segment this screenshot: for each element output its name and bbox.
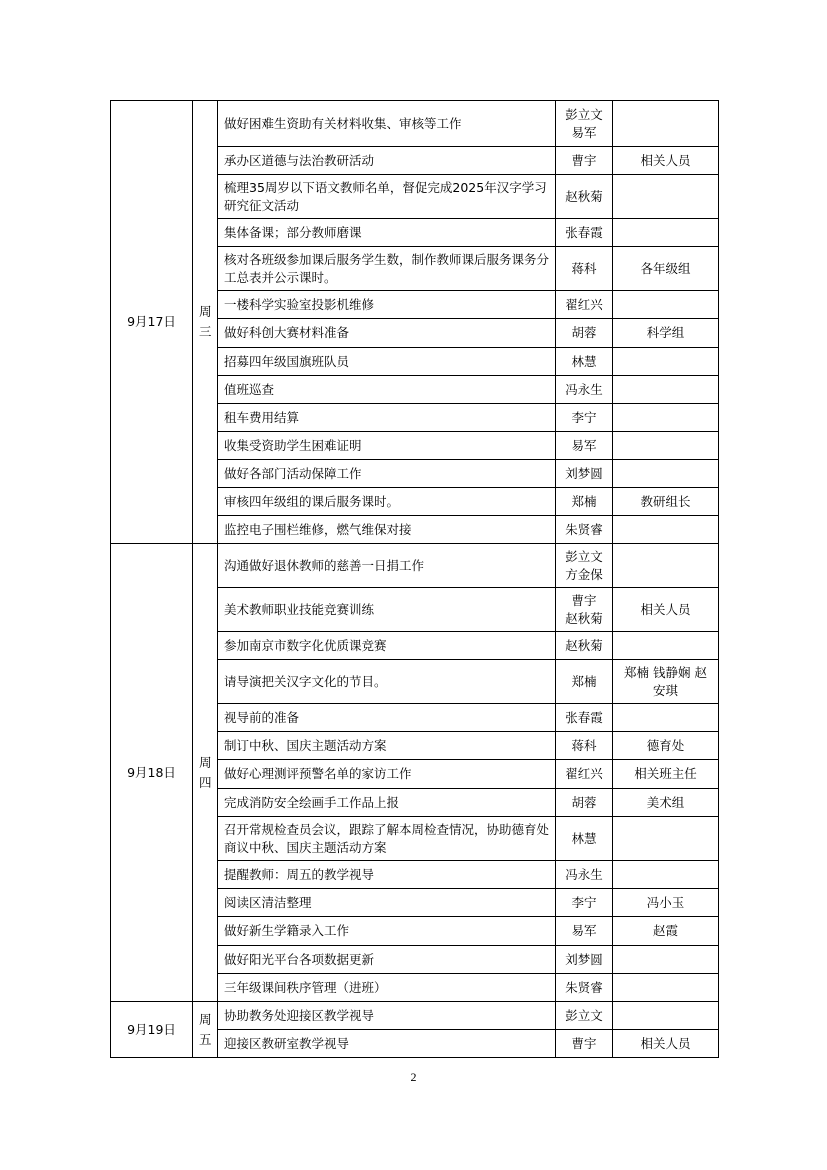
responsible-person-cell bbox=[556, 889, 613, 917]
participants-cell bbox=[613, 219, 719, 247]
responsible-person-cell bbox=[556, 219, 613, 247]
person-name: 翟红兴 bbox=[565, 296, 603, 312]
task-cell: 梳理35周岁以下语文教师名单，督促完成2025年汉字学习研究征文活动 bbox=[218, 175, 556, 219]
participants-cell bbox=[613, 147, 719, 175]
weekday-char: 四 bbox=[199, 774, 212, 790]
responsible-person-cell bbox=[556, 588, 613, 632]
participants-cell bbox=[613, 789, 719, 817]
responsible-person-cell bbox=[556, 704, 613, 732]
person-name: 郑楠 bbox=[571, 673, 597, 689]
participant-text: 安琪 bbox=[652, 682, 678, 698]
participant-text: 相关班主任 bbox=[634, 766, 697, 781]
responsible-person-cell bbox=[556, 732, 613, 760]
responsible-person-cell bbox=[556, 404, 613, 432]
person-name: 赵秋菊 bbox=[565, 637, 603, 653]
participants-cell bbox=[613, 291, 719, 319]
responsible-person-cell bbox=[556, 247, 613, 291]
responsible-person-cell bbox=[556, 946, 613, 974]
participant-text: 德育处 bbox=[646, 737, 685, 753]
person-name: 蒋科 bbox=[571, 260, 597, 276]
participants-cell bbox=[613, 889, 719, 917]
person-name: 曹宇 bbox=[571, 592, 597, 608]
weekday-char: 周 bbox=[199, 754, 212, 770]
task-cell: 视导前的准备 bbox=[218, 704, 556, 732]
responsible-person-cell bbox=[556, 544, 613, 588]
responsible-person-cell bbox=[556, 660, 613, 704]
person-name: 曹宇 bbox=[571, 1035, 597, 1051]
weekday-cell bbox=[193, 101, 218, 544]
task-cell: 协助教务处迎接区教学视导 bbox=[218, 1002, 556, 1030]
participants-cell bbox=[613, 861, 719, 889]
task-cell: 制订中秋、国庆主题活动方案 bbox=[218, 732, 556, 760]
person-name: 易军 bbox=[571, 437, 597, 453]
participant-text: 科学组 bbox=[646, 325, 685, 340]
person-name: 张春霞 bbox=[565, 224, 603, 240]
person-name: 赵秋菊 bbox=[565, 610, 603, 626]
participants-cell bbox=[613, 544, 719, 588]
responsible-person-cell bbox=[556, 817, 613, 861]
responsible-person-cell bbox=[556, 974, 613, 1002]
responsible-person-cell bbox=[556, 291, 613, 319]
participants-cell bbox=[613, 588, 719, 632]
person-name: 李宁 bbox=[571, 409, 597, 425]
task-cell: 承办区道德与法治教研活动 bbox=[218, 147, 556, 175]
table-row bbox=[111, 1002, 719, 1030]
participants-cell bbox=[613, 1002, 719, 1030]
participants-cell bbox=[613, 488, 719, 516]
person-name: 刘梦圆 bbox=[565, 465, 603, 481]
person-name: 李宁 bbox=[571, 894, 597, 910]
person-name: 蒋科 bbox=[571, 737, 597, 753]
participants-cell bbox=[613, 660, 719, 704]
task-cell: 核对各班级参加课后服务学生数，制作教师课后服务课务分工总表并公示课时。 bbox=[218, 247, 556, 291]
person-name: 易军 bbox=[571, 923, 597, 938]
responsible-person-cell bbox=[556, 175, 613, 219]
responsible-person-cell bbox=[556, 101, 613, 147]
weekday-char: 周 bbox=[199, 1011, 212, 1027]
person-name: 翟红兴 bbox=[565, 766, 603, 781]
table-row bbox=[111, 544, 719, 588]
task-cell: 阅读区清洁整理 bbox=[218, 889, 556, 917]
person-name: 郑楠 bbox=[571, 493, 597, 509]
task-cell: 做好阳光平台各项数据更新 bbox=[218, 946, 556, 974]
participants-cell bbox=[613, 432, 719, 460]
weekday-char: 三 bbox=[199, 324, 212, 339]
task-cell: 召开常规检查员会议，跟踪了解本周检查情况，协助德育处商议中秋、国庆主题活动方案 bbox=[218, 817, 556, 861]
person-name: 彭立文 bbox=[565, 106, 603, 122]
participants-cell bbox=[613, 376, 719, 404]
participants-cell bbox=[613, 974, 719, 1002]
participant-text: 各年级组 bbox=[640, 260, 691, 276]
person-name: 冯永生 bbox=[565, 866, 603, 882]
participants-cell bbox=[613, 175, 719, 219]
participant-text: 美术组 bbox=[646, 794, 685, 810]
participants-cell bbox=[613, 732, 719, 760]
participants-cell bbox=[613, 632, 719, 660]
person-name: 彭立文 bbox=[565, 1007, 603, 1023]
schedule-body bbox=[111, 101, 719, 1058]
participant-text: 教研组长 bbox=[640, 493, 691, 509]
person-name: 张春霞 bbox=[565, 709, 603, 725]
task-cell: 集体备课；部分教师磨课 bbox=[218, 219, 556, 247]
page-number: 2 bbox=[410, 1070, 417, 1084]
task-cell: 提醒教师：周五的教学视导 bbox=[218, 861, 556, 889]
participant-text: 相关人员 bbox=[640, 152, 691, 168]
participant-text: 赵霞 bbox=[652, 923, 678, 938]
task-cell: 租车费用结算 bbox=[218, 404, 556, 432]
responsible-person-cell bbox=[556, 632, 613, 660]
participants-cell bbox=[613, 704, 719, 732]
participants-cell bbox=[613, 760, 719, 789]
responsible-person-cell bbox=[556, 460, 613, 488]
task-cell: 参加南京市数字化优质课竞赛 bbox=[218, 632, 556, 660]
participants-cell bbox=[613, 101, 719, 147]
responsible-person-cell bbox=[556, 348, 613, 376]
responsible-person-cell bbox=[556, 861, 613, 889]
task-cell: 做好困难生资助有关材料收集、审核等工作 bbox=[218, 101, 556, 147]
task-cell: 收集受资助学生困难证明 bbox=[218, 432, 556, 460]
person-name: 胡蓉 bbox=[571, 794, 597, 810]
person-name: 朱贤睿 bbox=[565, 979, 603, 995]
weekday-cell bbox=[193, 544, 218, 1002]
person-name: 冯永生 bbox=[565, 381, 603, 397]
task-cell: 招募四年级国旗班队员 bbox=[218, 348, 556, 376]
participant-text: 相关人员 bbox=[640, 1035, 691, 1051]
responsible-person-cell bbox=[556, 1030, 613, 1058]
weekday-cell bbox=[193, 1002, 218, 1058]
task-cell: 沟通做好退休教师的慈善一日捐工作 bbox=[218, 544, 556, 588]
participant-text: 相关人员 bbox=[640, 601, 691, 617]
participants-cell bbox=[613, 247, 719, 291]
schedule-table bbox=[110, 100, 719, 1058]
participants-cell bbox=[613, 1030, 719, 1058]
person-name: 朱贤睿 bbox=[565, 521, 603, 537]
person-name: 胡蓉 bbox=[571, 325, 597, 340]
task-cell: 一楼科学实验室投影机维修 bbox=[218, 291, 556, 319]
task-cell: 三年级课间秩序管理（进班） bbox=[218, 974, 556, 1002]
participants-cell bbox=[613, 516, 719, 544]
person-name: 曹宇 bbox=[571, 152, 597, 168]
date-cell: 9月19日 bbox=[111, 1002, 193, 1058]
date-cell: 9月17日 bbox=[111, 101, 193, 544]
person-name: 彭立文 bbox=[565, 548, 603, 564]
person-name: 林慧 bbox=[571, 353, 597, 369]
weekday-char: 五 bbox=[199, 1031, 212, 1047]
person-name: 方金保 bbox=[565, 566, 603, 582]
task-cell: 审核四年级组的课后服务课时。 bbox=[218, 488, 556, 516]
task-cell: 值班巡查 bbox=[218, 376, 556, 404]
participant-text: 冯小玉 bbox=[646, 894, 685, 910]
participant-text: 郑楠 钱静娴 赵 bbox=[624, 664, 707, 680]
task-cell: 做好各部门活动保障工作 bbox=[218, 460, 556, 488]
task-cell: 做好科创大赛材料准备 bbox=[218, 319, 556, 348]
weekday-char: 周 bbox=[199, 304, 212, 319]
responsible-person-cell bbox=[556, 319, 613, 348]
task-cell: 监控电子围栏维修，燃气维保对接 bbox=[218, 516, 556, 544]
person-name: 赵秋菊 bbox=[565, 188, 603, 204]
responsible-person-cell bbox=[556, 376, 613, 404]
task-cell: 迎接区教研室教学视导 bbox=[218, 1030, 556, 1058]
task-cell: 请导演把关汉字文化的节目。 bbox=[218, 660, 556, 704]
task-cell: 做好心理测评预警名单的家访工作 bbox=[218, 760, 556, 789]
person-name: 易军 bbox=[571, 124, 597, 140]
task-cell: 完成消防安全绘画手工作品上报 bbox=[218, 789, 556, 817]
responsible-person-cell bbox=[556, 147, 613, 175]
person-name: 林慧 bbox=[571, 830, 597, 846]
responsible-person-cell bbox=[556, 760, 613, 789]
table-row bbox=[111, 101, 719, 147]
participants-cell bbox=[613, 946, 719, 974]
responsible-person-cell bbox=[556, 432, 613, 460]
responsible-person-cell bbox=[556, 917, 613, 946]
date-cell: 9月18日 bbox=[111, 544, 193, 1002]
task-cell: 美术教师职业技能竞赛训练 bbox=[218, 588, 556, 632]
participants-cell bbox=[613, 817, 719, 861]
responsible-person-cell bbox=[556, 789, 613, 817]
participants-cell bbox=[613, 319, 719, 348]
participants-cell bbox=[613, 460, 719, 488]
responsible-person-cell bbox=[556, 1002, 613, 1030]
responsible-person-cell bbox=[556, 488, 613, 516]
person-name: 刘梦圆 bbox=[565, 951, 603, 967]
responsible-person-cell bbox=[556, 516, 613, 544]
participants-cell bbox=[613, 404, 719, 432]
participants-cell bbox=[613, 917, 719, 946]
participants-cell bbox=[613, 348, 719, 376]
task-cell: 做好新生学籍录入工作 bbox=[218, 917, 556, 946]
